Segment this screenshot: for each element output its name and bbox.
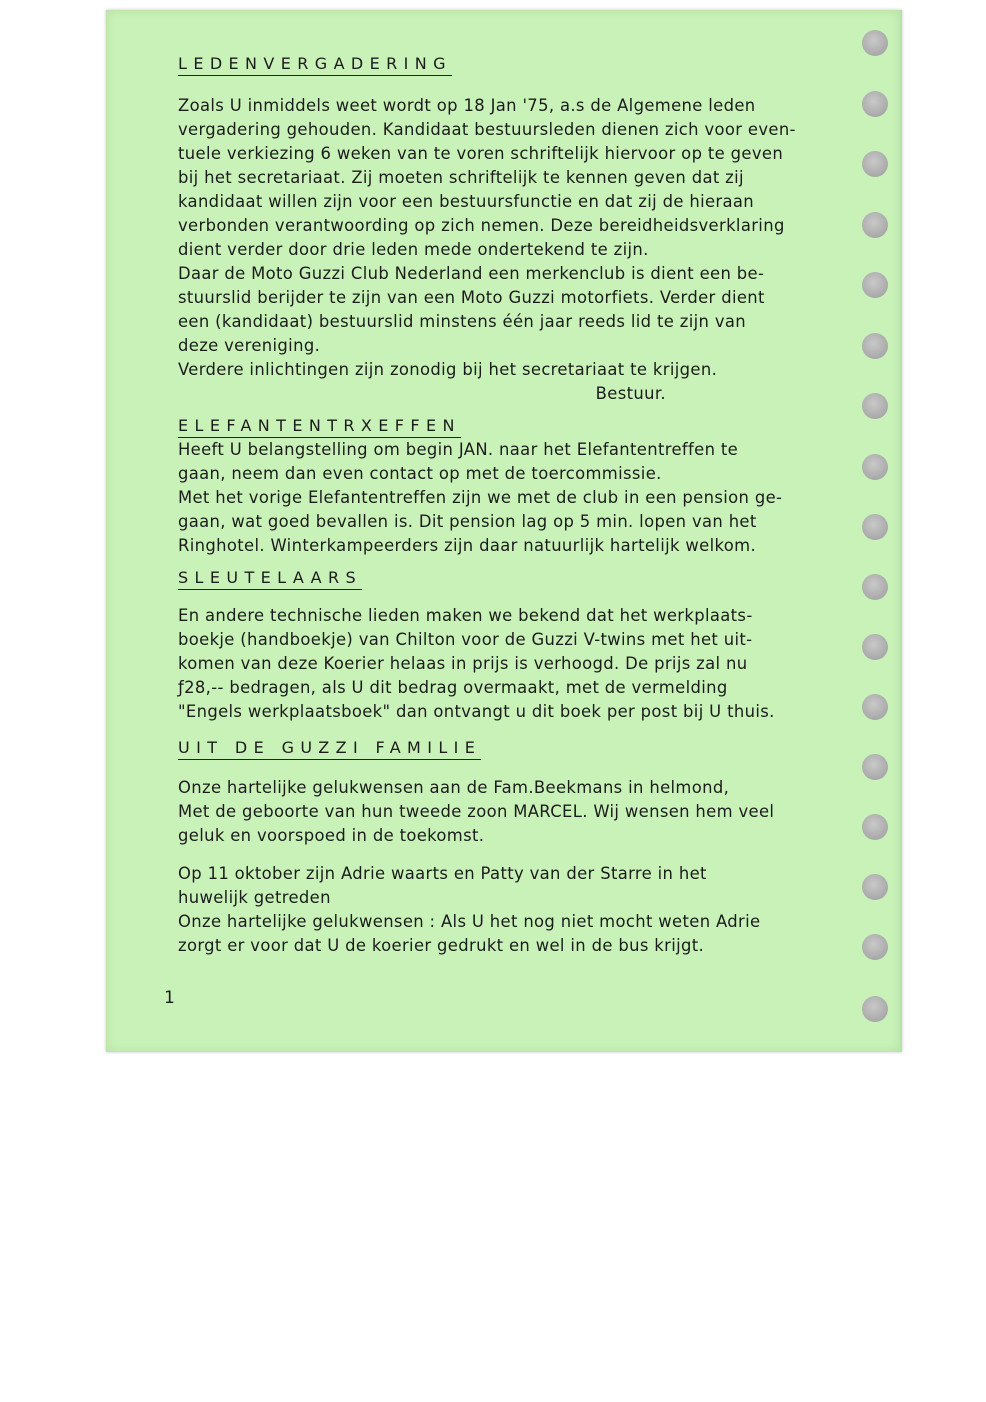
section-heading: LEDENVERGADERING <box>178 54 452 76</box>
punch-hole <box>862 694 888 720</box>
punch-hole <box>862 333 888 359</box>
text-line: gaan, neem dan even contact op met de toercommissie. <box>178 464 662 483</box>
text-line: En andere technische lieden maken we bekend dat het werkplaats- <box>178 606 753 625</box>
text-line: Heeft U belangstelling om begin JAN. naar het Elefantentreffen te <box>178 440 739 459</box>
signature: Bestuur. <box>595 384 666 403</box>
punch-hole <box>862 634 888 660</box>
punch-hole <box>862 754 888 780</box>
text-line: Op 11 oktober zijn Adrie waarts en Patty van der Starre in het <box>178 864 707 883</box>
section-heading: UIT DE GUZZI FAMILIE <box>178 738 481 760</box>
text-line: bij het secretariaat. Zij moeten schriftelijk te kennen geven dat zij <box>178 168 744 187</box>
section-heading: ELEFANTENTRXEFFEN <box>178 416 461 438</box>
text-line: een (kandidaat) bestuurslid minstens één jaar reeds lid te zijn van <box>178 312 746 331</box>
text-line: dient verder door drie leden mede ondertekend te zijn. <box>178 240 649 259</box>
text-line: stuurslid berijder te zijn van een Moto Guzzi motorfiets. Verder dient <box>178 288 765 307</box>
text-line: komen van deze Koerier helaas in prijs is verhoogd. De prijs zal nu <box>178 654 748 673</box>
document-page <box>106 10 902 1052</box>
punch-hole <box>862 272 888 298</box>
punch-hole <box>862 393 888 419</box>
text-line: Onze hartelijke gelukwensen : Als U het nog niet mocht weten Adrie <box>178 912 761 931</box>
text-line: Ringhotel. Winterkampeerders zijn daar natuurlijk hartelijk welkom. <box>178 536 757 555</box>
section-elefantentreffen <box>178 414 868 558</box>
text-line: boekje (handboekje) van Chilton voor de Guzzi V-twins met het uit- <box>178 630 753 649</box>
punch-hole <box>862 91 888 117</box>
punch-hole <box>862 151 888 177</box>
text-line: Met het vorige Elefantentreffen zijn we met de club in een pension ge- <box>178 488 783 507</box>
punch-hole <box>862 874 888 900</box>
punch-hole <box>862 934 888 960</box>
text-line: kandidaat willen zijn voor een bestuursfunctie en dat zij de hieraan <box>178 192 755 211</box>
punch-hole <box>862 454 888 480</box>
page-content <box>178 52 868 958</box>
punch-hole <box>862 30 888 56</box>
page-number: 1 <box>164 988 175 1008</box>
text-line: Daar de Moto Guzzi Club Nederland een merkenclub is dient een be- <box>178 264 765 283</box>
text-line: Zoals U inmiddels weet wordt op 18 Jan '75, a.s de Algemene leden <box>178 96 756 115</box>
text-line: ƒ28,-- bedragen, als U dit bedrag overmaakt, met de vermelding <box>178 678 728 697</box>
punch-hole <box>862 574 888 600</box>
section-sleutelaars <box>178 566 868 724</box>
text-line: deze vereniging. <box>178 336 321 355</box>
text-line: gaan, wat goed bevallen is. Dit pension lag op 5 min. lopen van het <box>178 512 757 531</box>
punch-hole <box>862 212 888 238</box>
text-line: geluk en voorspoed in de toekomst. <box>178 826 485 845</box>
section-ledenvergadering <box>178 52 868 406</box>
text-line: Verdere inlichtingen zijn zonodig bij het secretariaat te krijgen. <box>178 360 718 379</box>
text-line: tuele verkiezing 6 weken van te voren schriftelijk hiervoor op te geven <box>178 144 784 163</box>
section-uit-de-guzzi-familie <box>178 736 868 958</box>
text-line: "Engels werkplaatsboek" dan ontvangt u dit boek per post bij U thuis. <box>178 702 775 721</box>
text-line: verbonden verantwoording op zich nemen. Deze bereidheidsverklaring <box>178 216 785 235</box>
text-line: Onze hartelijke gelukwensen aan de Fam.Beekmans in helmond, <box>178 778 730 797</box>
text-line: Met de geboorte van hun tweede zoon MARCEL. Wij wensen hem veel <box>178 802 775 821</box>
punch-hole <box>862 814 888 840</box>
text-line: huwelijk getreden <box>178 888 331 907</box>
punch-hole <box>862 514 888 540</box>
text-line: zorgt er voor dat U de koerier gedrukt en wel in de bus krijgt. <box>178 936 705 955</box>
punch-hole <box>862 996 888 1022</box>
section-heading: SLEUTELAARS <box>178 568 362 590</box>
text-line: vergadering gehouden. Kandidaat bestuursleden dienen zich voor even- <box>178 120 796 139</box>
